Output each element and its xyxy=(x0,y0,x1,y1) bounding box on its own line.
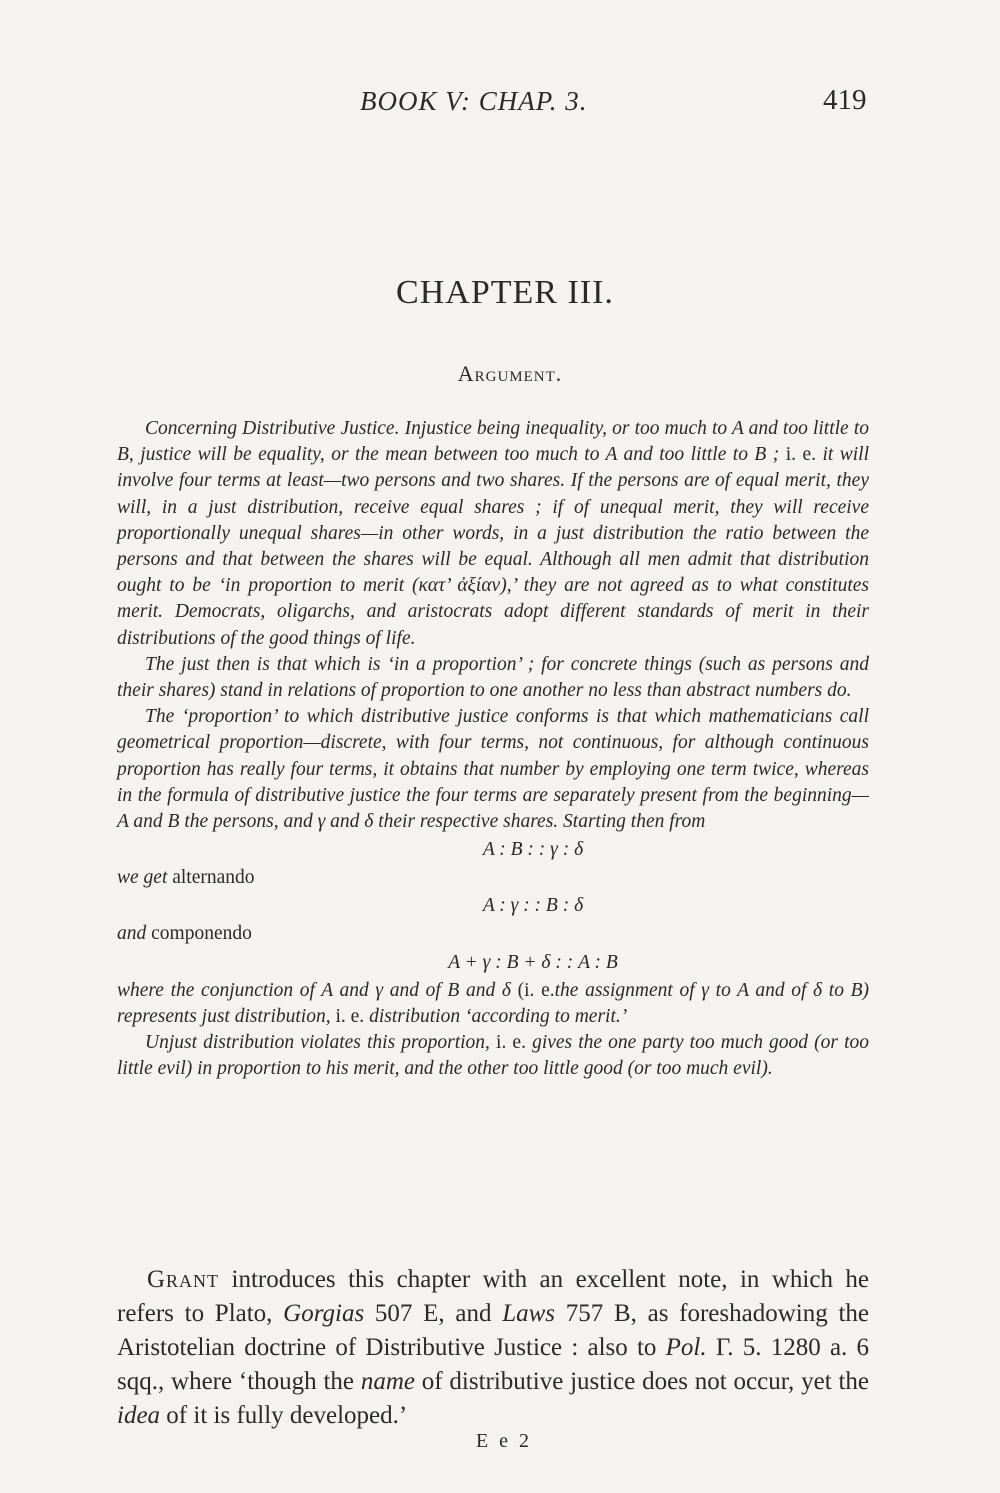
componendo-line: and componendo xyxy=(117,923,252,945)
formula-alternando: A : γ : : B : δ xyxy=(482,895,584,917)
commentary-paragraph: Grant introduces this chapter with an excellent note, in which he refers to Plato, Gorgias 507 E, and Laws 757 B, as foreshadowing the Aristotelian doctrine of Distributive Justice : also to Pol. Γ. 5. 1280 a. 6 sqq., where ‘though the name of distributive justice does not occur, yet the idea of it is fully developed.’ xyxy=(117,1266,870,1429)
alternando-line: we get alternando xyxy=(117,867,255,889)
argument-paragraph-5: Unjust distribution violates this proportion, i. e. gives the one party too much good (or too little evil) in proportion to his merit, and the other too little good (or too much evil). xyxy=(117,1032,869,1080)
argument-paragraph-1: Concerning Distributive Justice. Injustice being inequality, or too much to A and too little to B, justice will be equality, or the mean between too much to A and too little to B ; i. e. it will involve four terms at least—two persons and two shares. If the persons are of equal merit, they will, in a just distribution, receive equal shares ; if of unequal merit, they will receive proportionally unequal shares—in other words, in a just distribution the ratio between the persons and that between the shares will be equal. Although all men admit that distribution ought to be ‘in proportion to merit (κατ’ ἀξίαν),’ they are not agreed as to what constitutes merit. Democrats, oligarchs, and aristocrats adopt different standards of merit in their distributions of the good things of life. xyxy=(117,418,869,649)
running-title: BOOK V: CHAP. 3. xyxy=(360,86,588,116)
author-name: Grant xyxy=(147,1266,220,1293)
page-number: 419 xyxy=(823,84,867,116)
argument-paragraph-3: The ‘proportion’ to which distributive justice conforms is that which mathematicians call geometrical proportion—discrete, with four terms, not continuous, for although continuous proportion has really four terms, it obtains that number by employing one term twice, whereas in the formula of distributive justice the four terms are separately present from the beginning—A and B the persons, and γ and δ their respective shares. Starting then from xyxy=(117,706,869,833)
argument-heading: Argument. xyxy=(457,361,563,386)
formula-proportion: A : B : : γ : δ xyxy=(482,839,584,861)
signature-mark: E e 2 xyxy=(475,1430,533,1452)
running-head xyxy=(0,86,1000,126)
argument-paragraph-2: The just then is that which is ‘in a proportion’ ; for concrete things (such as persons and their shares) stand in relations of proportion to one another no less than abstract numbers do. xyxy=(117,653,869,702)
argument-paragraph-4: where the conjunction of A and γ and of B and δ (i. e.the assignment of γ to A and of δ to B) represents just distribution, i. e. distribution ‘according to merit.’ xyxy=(117,979,869,1027)
commentary-text xyxy=(117,1263,869,1433)
chapter-title: CHAPTER III. xyxy=(396,274,614,311)
formula-componendo: A + γ : B + δ : : A : B xyxy=(448,951,618,973)
argument-summary xyxy=(117,416,869,1082)
